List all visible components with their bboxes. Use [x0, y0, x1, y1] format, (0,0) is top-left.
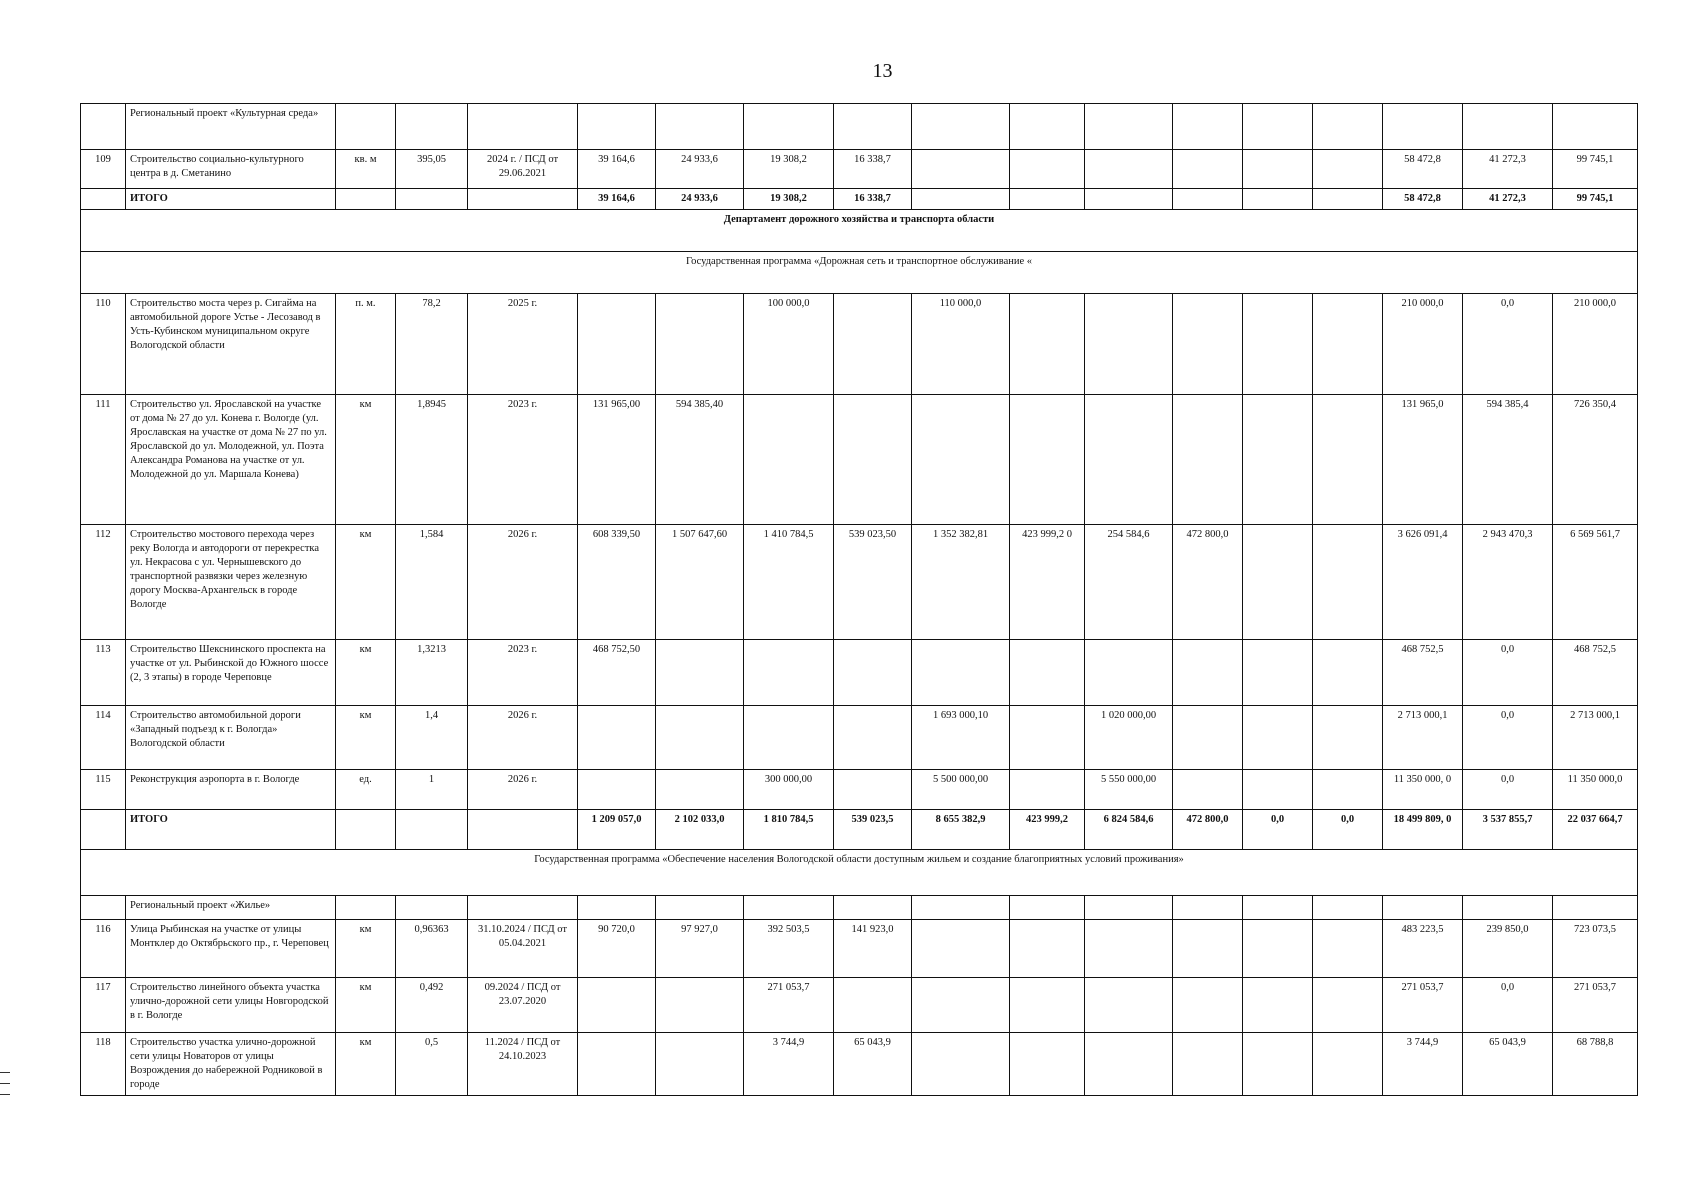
object-name: Строительство социально-культурного центра в д. Сметанино	[126, 150, 336, 189]
value-cell: 5 500 000,00	[912, 770, 1010, 810]
value-cell	[1313, 150, 1383, 189]
value-cell: 141 923,0	[834, 920, 912, 978]
empty-cell	[578, 896, 656, 920]
value-cell: 0,0	[1463, 978, 1553, 1033]
value-cell	[1243, 706, 1313, 770]
value-cell: 22 037 664,7	[1553, 810, 1638, 850]
object-name: Строительство автомобильной дороги «Западный подъезд к г. Вологда» Вологодской области	[126, 706, 336, 770]
value-cell	[744, 706, 834, 770]
empty-cell	[1243, 104, 1313, 150]
value-cell	[1313, 770, 1383, 810]
table-row	[81, 920, 1638, 978]
value-cell	[1010, 920, 1085, 978]
term-cell	[468, 189, 578, 210]
table-row	[81, 525, 1638, 640]
value-cell	[656, 294, 744, 395]
term-cell: 2025 г.	[468, 294, 578, 395]
value-cell	[1243, 978, 1313, 1033]
empty-cell	[1085, 896, 1173, 920]
value-cell	[1085, 1033, 1173, 1096]
value-cell	[1243, 920, 1313, 978]
capacity-cell	[396, 810, 468, 850]
value-cell: 423 999,2 0	[1010, 525, 1085, 640]
empty-cell	[1463, 104, 1553, 150]
value-cell: 2 713 000,1	[1383, 706, 1463, 770]
empty-cell	[1010, 104, 1085, 150]
term-cell	[468, 810, 578, 850]
value-cell: 423 999,2	[1010, 810, 1085, 850]
value-cell	[1010, 706, 1085, 770]
value-cell	[1173, 770, 1243, 810]
capacity-cell: 1	[396, 770, 468, 810]
value-cell	[834, 395, 912, 525]
term-cell: 2023 г.	[468, 640, 578, 706]
value-cell	[1313, 1033, 1383, 1096]
value-cell: 6 569 561,7	[1553, 525, 1638, 640]
value-cell: 19 308,2	[744, 189, 834, 210]
term-cell: 2026 г.	[468, 770, 578, 810]
empty-cell	[656, 896, 744, 920]
row-number: 113	[81, 640, 126, 706]
value-cell: 468 752,5	[1383, 640, 1463, 706]
section-row	[81, 210, 1638, 252]
empty-cell	[1243, 896, 1313, 920]
value-cell	[834, 770, 912, 810]
value-cell	[1085, 920, 1173, 978]
empty-cell	[468, 896, 578, 920]
table-row	[81, 294, 1638, 395]
unit-cell: км	[336, 920, 396, 978]
value-cell: 210 000,0	[1383, 294, 1463, 395]
value-cell: 2 943 470,3	[1463, 525, 1553, 640]
value-cell	[1085, 978, 1173, 1033]
value-cell: 472 800,0	[1173, 810, 1243, 850]
capacity-cell: 1,584	[396, 525, 468, 640]
value-cell: 468 752,5	[1553, 640, 1638, 706]
capacity-cell: 1,8945	[396, 395, 468, 525]
value-cell	[1313, 189, 1383, 210]
term-cell: 2026 г.	[468, 525, 578, 640]
section-title: Государственная программа «Обеспечение населения Вологодской области доступным жильем и создание благоприятных условий проживания»	[81, 850, 1638, 896]
object-name: Строительство мостового перехода через реку Вологда и автодороги от перекрестка ул. Некрасова с ул. Чернышевского до транспортной развязки через железную дорогу Москва-Архангельск в городе Вологде	[126, 525, 336, 640]
margin-mark	[0, 1094, 10, 1095]
value-cell	[1010, 395, 1085, 525]
value-cell: 39 164,6	[578, 150, 656, 189]
total-row	[81, 189, 1638, 210]
term-cell: 31.10.2024 / ПСД от 05.04.2021	[468, 920, 578, 978]
object-name: Строительство моста через р. Сигайма на автомобильной дороге Устье - Лесозавод в Усть-Кубинском муниципальном округе Вологодской области	[126, 294, 336, 395]
value-cell: 539 023,5	[834, 810, 912, 850]
value-cell: 3 626 091,4	[1383, 525, 1463, 640]
table-row	[81, 150, 1638, 189]
capacity-cell: 0,96363	[396, 920, 468, 978]
margin-mark	[0, 1083, 10, 1084]
term-cell: 2024 г. / ПСД от 29.06.2021	[468, 150, 578, 189]
value-cell: 539 023,50	[834, 525, 912, 640]
value-cell: 210 000,0	[1553, 294, 1638, 395]
value-cell	[1010, 770, 1085, 810]
value-cell	[1085, 640, 1173, 706]
value-cell	[1243, 640, 1313, 706]
value-cell: 1 693 000,10	[912, 706, 1010, 770]
value-cell	[1085, 150, 1173, 189]
value-cell: 6 824 584,6	[1085, 810, 1173, 850]
value-cell	[656, 1033, 744, 1096]
unit-cell: км	[336, 1033, 396, 1096]
value-cell	[1313, 294, 1383, 395]
value-cell: 254 584,6	[1085, 525, 1173, 640]
capacity-cell: 395,05	[396, 150, 468, 189]
value-cell	[1313, 525, 1383, 640]
value-cell: 3 744,9	[744, 1033, 834, 1096]
row-number: 114	[81, 706, 126, 770]
value-cell: 0,0	[1243, 810, 1313, 850]
object-name: Реконструкция аэропорта в г. Вологде	[126, 770, 336, 810]
value-cell	[1313, 640, 1383, 706]
object-name: Строительство Шекснинского проспекта на участке от ул. Рыбинской до Южного шоссе (2, 3 этапы) в городе Череповце	[126, 640, 336, 706]
section-row	[81, 850, 1638, 896]
value-cell: 3 744,9	[1383, 1033, 1463, 1096]
empty-cell	[578, 104, 656, 150]
value-cell: 271 053,7	[1383, 978, 1463, 1033]
empty-cell	[1085, 104, 1173, 150]
empty-cell	[336, 104, 396, 150]
row-number: 111	[81, 395, 126, 525]
value-cell: 131 965,00	[578, 395, 656, 525]
value-cell: 1 020 000,00	[1085, 706, 1173, 770]
value-cell: 483 223,5	[1383, 920, 1463, 978]
value-cell: 392 503,5	[744, 920, 834, 978]
empty-cell	[744, 896, 834, 920]
row-number	[81, 810, 126, 850]
value-cell: 1 410 784,5	[744, 525, 834, 640]
value-cell: 271 053,7	[1553, 978, 1638, 1033]
value-cell	[1243, 1033, 1313, 1096]
row-number: 115	[81, 770, 126, 810]
total-label: ИТОГО	[126, 189, 336, 210]
value-cell: 3 537 855,7	[1463, 810, 1553, 850]
value-cell: 131 965,0	[1383, 395, 1463, 525]
project-row	[81, 896, 1638, 920]
unit-cell: км	[336, 395, 396, 525]
term-cell: 11.2024 / ПСД от 24.10.2023	[468, 1033, 578, 1096]
value-cell: 726 350,4	[1553, 395, 1638, 525]
value-cell: 1 209 057,0	[578, 810, 656, 850]
empty-cell	[834, 896, 912, 920]
value-cell	[656, 640, 744, 706]
row-number: 117	[81, 978, 126, 1033]
empty-cell	[396, 104, 468, 150]
object-name: Строительство линейного объекта участка улично-дорожной сети улицы Новгородской в г. Вологде	[126, 978, 336, 1033]
value-cell: 2 713 000,1	[1553, 706, 1638, 770]
value-cell	[912, 978, 1010, 1033]
project-name: Региональный проект «Жилье»	[126, 896, 336, 920]
value-cell: 1 810 784,5	[744, 810, 834, 850]
margin-mark	[0, 1072, 10, 1073]
table-body	[81, 104, 1638, 1096]
value-cell: 300 000,00	[744, 770, 834, 810]
object-name: Строительство ул. Ярославской на участке от дома № 27 до ул. Конева г. Вологде (ул. Ярославская на участке от дома № 27 по ул. Ярославской до ул. Молодежной, ул. Поэта Александра Романова на участке от ул. Молодежной до ул. Маршала Конева)	[126, 395, 336, 525]
value-cell: 2 102 033,0	[656, 810, 744, 850]
value-cell	[578, 978, 656, 1033]
value-cell	[1243, 395, 1313, 525]
value-cell	[912, 920, 1010, 978]
value-cell: 68 788,8	[1553, 1033, 1638, 1096]
value-cell	[1173, 395, 1243, 525]
unit-cell: км	[336, 640, 396, 706]
value-cell	[578, 770, 656, 810]
value-cell: 90 720,0	[578, 920, 656, 978]
value-cell: 271 053,7	[744, 978, 834, 1033]
empty-cell	[1463, 896, 1553, 920]
value-cell: 24 933,6	[656, 189, 744, 210]
row-number: 110	[81, 294, 126, 395]
value-cell: 58 472,8	[1383, 150, 1463, 189]
value-cell	[834, 640, 912, 706]
term-cell: 09.2024 / ПСД от 23.07.2020	[468, 978, 578, 1033]
value-cell: 16 338,7	[834, 189, 912, 210]
value-cell: 594 385,4	[1463, 395, 1553, 525]
value-cell: 11 350 000,0	[1553, 770, 1638, 810]
value-cell	[1173, 189, 1243, 210]
capacity-cell: 1,4	[396, 706, 468, 770]
unit-cell	[336, 810, 396, 850]
row-number: 112	[81, 525, 126, 640]
term-cell: 2026 г.	[468, 706, 578, 770]
project-row	[81, 104, 1638, 150]
page-number: 13	[872, 60, 893, 82]
value-cell	[1243, 770, 1313, 810]
value-cell	[834, 978, 912, 1033]
value-cell: 100 000,0	[744, 294, 834, 395]
capacity-cell: 78,2	[396, 294, 468, 395]
capital-construction-table	[80, 103, 1638, 1096]
value-cell: 5 550 000,00	[1085, 770, 1173, 810]
value-cell	[912, 395, 1010, 525]
empty-cell	[1173, 896, 1243, 920]
table-row	[81, 978, 1638, 1033]
unit-cell: п. м.	[336, 294, 396, 395]
value-cell	[1173, 706, 1243, 770]
value-cell	[834, 706, 912, 770]
empty-cell	[1553, 104, 1638, 150]
value-cell	[656, 706, 744, 770]
section-title: Государственная программа «Дорожная сеть и транспортное обслуживание «	[81, 252, 1638, 294]
empty-cell	[1313, 104, 1383, 150]
section-row	[81, 252, 1638, 294]
value-cell: 0,0	[1463, 706, 1553, 770]
value-cell	[1173, 294, 1243, 395]
value-cell	[1085, 294, 1173, 395]
value-cell: 0,0	[1463, 294, 1553, 395]
unit-cell	[336, 189, 396, 210]
value-cell: 110 000,0	[912, 294, 1010, 395]
value-cell	[1010, 150, 1085, 189]
value-cell	[578, 706, 656, 770]
value-cell	[656, 978, 744, 1033]
value-cell	[1313, 978, 1383, 1033]
value-cell	[1010, 978, 1085, 1033]
value-cell: 0,0	[1463, 640, 1553, 706]
value-cell	[1010, 640, 1085, 706]
value-cell	[1173, 978, 1243, 1033]
empty-cell	[912, 896, 1010, 920]
value-cell	[1313, 395, 1383, 525]
empty-cell	[1553, 896, 1638, 920]
row-number: 116	[81, 920, 126, 978]
value-cell	[1173, 1033, 1243, 1096]
value-cell: 608 339,50	[578, 525, 656, 640]
value-cell	[834, 294, 912, 395]
value-cell	[1243, 525, 1313, 640]
value-cell: 16 338,7	[834, 150, 912, 189]
value-cell: 472 800,0	[1173, 525, 1243, 640]
empty-cell	[468, 104, 578, 150]
row-number	[81, 104, 126, 150]
value-cell: 468 752,50	[578, 640, 656, 706]
value-cell: 99 745,1	[1553, 150, 1638, 189]
total-label: ИТОГО	[126, 810, 336, 850]
value-cell: 65 043,9	[1463, 1033, 1553, 1096]
value-cell: 41 272,3	[1463, 150, 1553, 189]
empty-cell	[336, 896, 396, 920]
empty-cell	[1313, 896, 1383, 920]
value-cell: 58 472,8	[1383, 189, 1463, 210]
value-cell: 0,0	[1463, 770, 1553, 810]
total-row	[81, 810, 1638, 850]
value-cell: 99 745,1	[1553, 189, 1638, 210]
value-cell: 239 850,0	[1463, 920, 1553, 978]
value-cell	[912, 640, 1010, 706]
value-cell	[1085, 395, 1173, 525]
unit-cell: кв. м	[336, 150, 396, 189]
row-number: 109	[81, 150, 126, 189]
value-cell	[1243, 189, 1313, 210]
unit-cell: ед.	[336, 770, 396, 810]
value-cell	[1173, 920, 1243, 978]
empty-cell	[834, 104, 912, 150]
value-cell: 1 507 647,60	[656, 525, 744, 640]
value-cell	[1010, 189, 1085, 210]
table-row	[81, 770, 1638, 810]
value-cell	[912, 189, 1010, 210]
empty-cell	[656, 104, 744, 150]
unit-cell: км	[336, 978, 396, 1033]
term-cell: 2023 г.	[468, 395, 578, 525]
unit-cell: км	[336, 525, 396, 640]
section-title: Департамент дорожного хозяйства и транспорта области	[81, 210, 1638, 252]
capacity-cell: 0,492	[396, 978, 468, 1033]
value-cell	[1010, 294, 1085, 395]
empty-cell	[1173, 104, 1243, 150]
value-cell: 24 933,6	[656, 150, 744, 189]
project-name: Региональный проект «Культурная среда»	[126, 104, 336, 150]
empty-cell	[396, 896, 468, 920]
value-cell: 0,0	[1313, 810, 1383, 850]
value-cell	[744, 640, 834, 706]
value-cell	[912, 1033, 1010, 1096]
empty-cell	[1010, 896, 1085, 920]
value-cell: 723 073,5	[1553, 920, 1638, 978]
row-number: 118	[81, 1033, 126, 1096]
empty-cell	[744, 104, 834, 150]
row-number	[81, 896, 126, 920]
value-cell: 41 272,3	[1463, 189, 1553, 210]
value-cell: 11 350 000, 0	[1383, 770, 1463, 810]
object-name: Улица Рыбинская на участке от улицы Монтклер до Октябрьского пр., г. Череповец	[126, 920, 336, 978]
value-cell: 39 164,6	[578, 189, 656, 210]
table-row	[81, 1033, 1638, 1096]
table-row	[81, 395, 1638, 525]
object-name: Строительство участка улично-дорожной сети улицы Новаторов от улицы Возрождения до набережной Родниковой в городе	[126, 1033, 336, 1096]
value-cell: 594 385,40	[656, 395, 744, 525]
capacity-cell: 1,3213	[396, 640, 468, 706]
value-cell	[1010, 1033, 1085, 1096]
value-cell	[656, 770, 744, 810]
row-number	[81, 189, 126, 210]
value-cell: 1 352 382,81	[912, 525, 1010, 640]
value-cell	[1173, 150, 1243, 189]
value-cell	[912, 150, 1010, 189]
value-cell	[1243, 150, 1313, 189]
value-cell	[578, 294, 656, 395]
empty-cell	[1383, 104, 1463, 150]
value-cell: 8 655 382,9	[912, 810, 1010, 850]
capacity-cell: 0,5	[396, 1033, 468, 1096]
value-cell	[1313, 920, 1383, 978]
capacity-cell	[396, 189, 468, 210]
value-cell	[578, 1033, 656, 1096]
value-cell: 18 499 809, 0	[1383, 810, 1463, 850]
value-cell: 65 043,9	[834, 1033, 912, 1096]
value-cell	[1243, 294, 1313, 395]
value-cell	[744, 395, 834, 525]
value-cell	[1313, 706, 1383, 770]
empty-cell	[912, 104, 1010, 150]
empty-cell	[1383, 896, 1463, 920]
value-cell	[1173, 640, 1243, 706]
value-cell	[1085, 189, 1173, 210]
value-cell: 97 927,0	[656, 920, 744, 978]
unit-cell: км	[336, 706, 396, 770]
table-row	[81, 706, 1638, 770]
table-row	[81, 640, 1638, 706]
value-cell: 19 308,2	[744, 150, 834, 189]
